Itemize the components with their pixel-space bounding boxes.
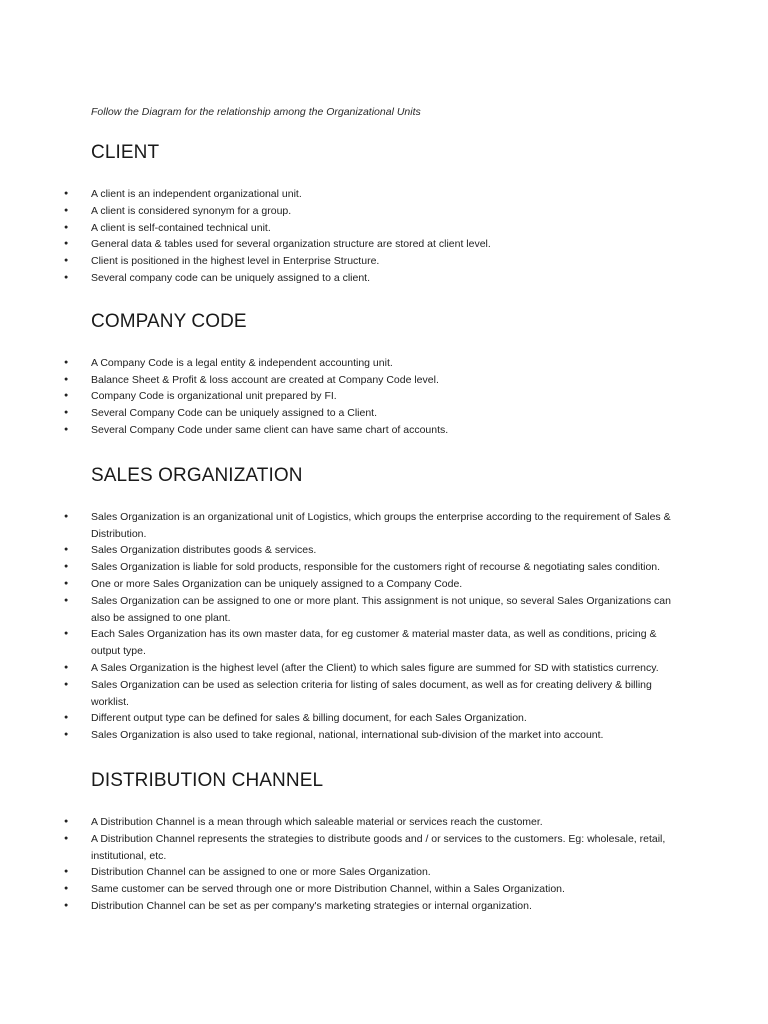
list-item: ● Sales Organization distributes goods & services. — [64, 542, 678, 559]
list-item: ● Several Company Code can be uniquely assigned to a Client. — [64, 405, 678, 422]
list-item: ● A client is self-contained technical unit. — [64, 220, 678, 237]
bullet-list-client — [64, 186, 678, 287]
list-item: ● Balance Sheet & Profit & loss account are created at Company Code level. — [64, 372, 678, 389]
section-title-company-code: COMPANY CODE — [91, 310, 247, 332]
list-item: ● A Sales Organization is the highest level (after the Client) to which sales figure are summed for SD with statistics currency. — [64, 660, 678, 677]
intro-text: Follow the Diagram for the relationship among the Organizational Units — [91, 106, 421, 118]
list-item: ● Sales Organization is also used to take regional, national, international sub-division of the market into account. — [64, 727, 678, 744]
section-title-distribution-channel: DISTRIBUTION CHANNEL — [91, 769, 324, 791]
list-item: ● Client is positioned in the highest level in Enterprise Structure. — [64, 253, 678, 270]
section-company-code — [64, 311, 678, 439]
list-item: ● Sales Organization can be used as selection criteria for listing of sales document, as well as for creating delivery & billing worklist. — [64, 677, 678, 711]
list-item: ● Company Code is organizational unit prepared by FI. — [64, 388, 678, 405]
section-client — [64, 142, 678, 287]
section-title-sales-organization: SALES ORGANIZATION — [91, 464, 303, 486]
list-item: ● A client is considered synonym for a group. — [64, 203, 678, 220]
list-item: ● A Company Code is a legal entity & independent accounting unit. — [64, 355, 678, 372]
list-item: ● Different output type can be defined for sales & billing document, for each Sales Organization. — [64, 710, 678, 727]
list-item: ● Several Company Code under same client can have same chart of accounts. — [64, 422, 678, 439]
section-title-client: CLIENT — [91, 142, 160, 163]
list-item: ● Each Sales Organization has its own master data, for eg customer & material master data, as well as conditions, pricing & output type. — [64, 626, 678, 660]
list-item: ● General data & tables used for several organization structure are stored at client level. — [64, 236, 678, 253]
section-sales-organization — [64, 465, 678, 744]
list-item: ● Sales Organization can be assigned to one or more plant. This assignment is not unique, so several Sales Organizations can also be assigned to one plant. — [64, 593, 678, 627]
list-item: ● A Distribution Channel represents the strategies to distribute goods and / or services to the customers. Eg: wholesale, retail, institutional, etc. — [64, 831, 678, 865]
list-item: ● Several company code can be uniquely assigned to a client. — [64, 270, 678, 287]
list-item: ● Sales Organization is liable for sold products, responsible for the customers right of recourse & negotiating sales condition. — [64, 559, 678, 576]
list-item: ● Sales Organization is an organizational unit of Logistics, which groups the enterprise according to the requirement of Sales & Distribution. — [64, 509, 678, 543]
section-distribution-channel — [64, 770, 678, 915]
list-item: ● A client is an independent organizational unit. — [64, 186, 678, 203]
bullet-list-distribution-channel — [64, 814, 678, 915]
list-item: ● Distribution Channel can be set as per company's marketing strategies or internal organization. — [64, 898, 678, 915]
bullet-list-company-code — [64, 355, 678, 439]
list-item: ● One or more Sales Organization can be uniquely assigned to a Company Code. — [64, 576, 678, 593]
list-item: ● Distribution Channel can be assigned to one or more Sales Organization. — [64, 864, 678, 881]
bullet-list-sales-organization — [64, 509, 678, 744]
list-item: ● Same customer can be served through one or more Distribution Channel, within a Sales Organization. — [64, 881, 678, 898]
list-item: ● A Distribution Channel is a mean through which saleable material or services reach the customer. — [64, 814, 678, 831]
